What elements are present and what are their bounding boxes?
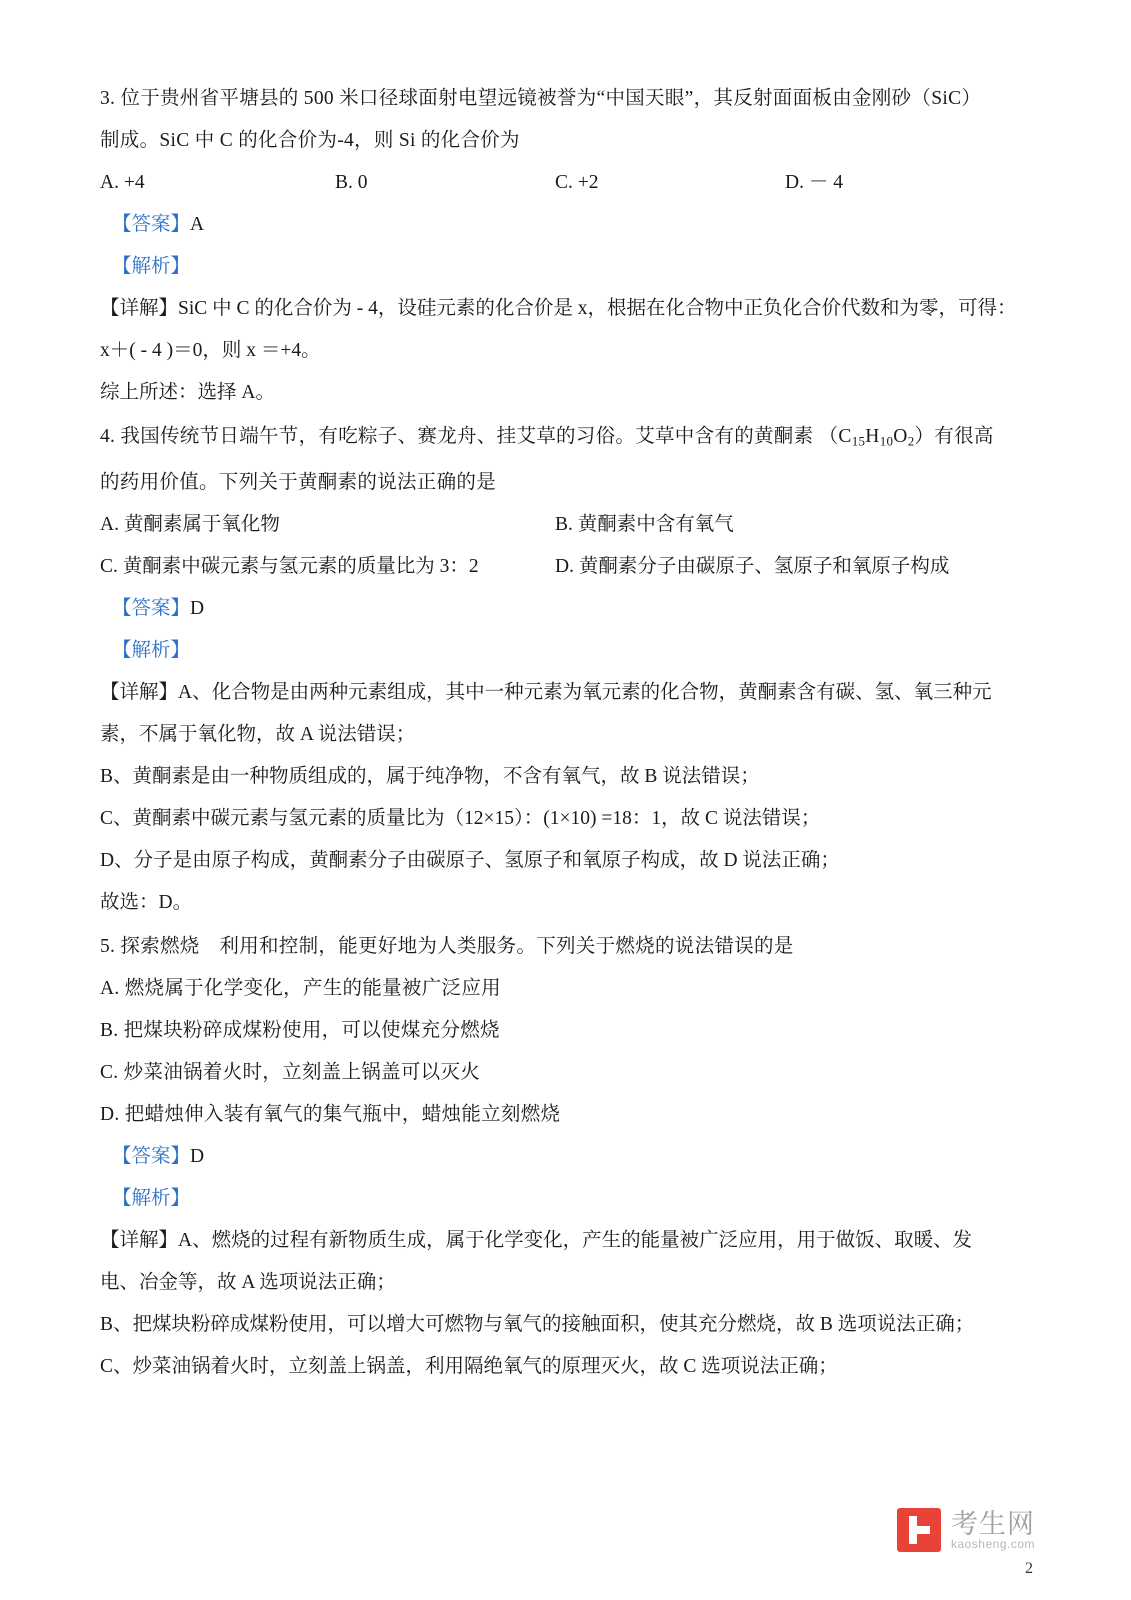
watermark-logo-icon bbox=[897, 1508, 941, 1552]
detail-line: x＋( - 4 )＝0，则 x ＝+4。 bbox=[100, 340, 321, 361]
watermark-text bbox=[951, 1510, 1035, 1551]
detail-line: B、黄酮素是由一种物质组成的，属于纯净物，不含有氧气，故 B 说法错误； bbox=[100, 766, 760, 788]
site-watermark bbox=[897, 1508, 1035, 1552]
answer-value: D bbox=[190, 1146, 205, 1168]
answer-tag: 【答案】 bbox=[112, 1146, 191, 1168]
option-b: B. 把煤块粉碎成煤粉使用，可以使煤充分燃烧 bbox=[100, 1020, 500, 1042]
detail-line: 【详解】A、燃烧的过程有新物质生成，属于化学变化，产生的能量被广泛应用，用于做饭、取暖、发 bbox=[100, 1230, 973, 1252]
analysis-tag: 【解析】 bbox=[112, 256, 191, 277]
analysis-line bbox=[112, 1178, 1031, 1220]
detail-line: C、黄酮素中碳元素与氢元素的质量比为（12×15）：(1×10) =18：1，故 C 说法错误； bbox=[100, 808, 821, 830]
option-d: D. － 4 bbox=[785, 172, 843, 193]
detail-line: 故选：D。 bbox=[100, 892, 193, 914]
question-stem-line: 4. 我国传统节日端午节，有吃粽子、赛龙舟、挂艾草的习俗。艾草中含有的黄酮素 $(C_{15}H_{10}O_2)$有很高 bbox=[100, 426, 994, 449]
question-stem-line: 5. 探索燃烧 利用和控制，能更好地为人类服务。下列关于燃烧的说法错误的是 bbox=[100, 936, 794, 958]
answer-line bbox=[112, 588, 1031, 630]
question-stem-line: 3. 位于贵州省平塘县的 500 米口径球面射电望远镜被誉为“中国天眼”，其反射面面板由金刚砂（SiC） bbox=[100, 88, 982, 109]
option-b: B. 0 bbox=[335, 172, 368, 193]
page-number: 2 bbox=[1025, 1560, 1033, 1577]
question-block-5 bbox=[100, 926, 1031, 1388]
detail-line: B、把煤块粉碎成煤粉使用，可以增大可燃物与氧气的接触面积，使其充分燃烧，故 B 选项说法正确； bbox=[100, 1314, 975, 1336]
detail-line: 【详解】A、化合物是由两种元素组成，其中一种元素为氧元素的化合物，黄酮素含有碳、氢、氧三种元 bbox=[100, 682, 992, 704]
answer-value: A bbox=[190, 214, 205, 235]
answer-value: D bbox=[190, 598, 205, 620]
question-stem-line: 制成。SiC 中 C 的化合价为-4，则 Si 的化合价为 bbox=[100, 130, 520, 151]
formula-sub: 15 bbox=[851, 433, 866, 449]
answer-line bbox=[112, 1136, 1031, 1178]
analysis-line bbox=[112, 630, 1031, 672]
analysis-tag: 【解析】 bbox=[112, 1188, 191, 1210]
detail-line: 综上所述：选择 A。 bbox=[100, 382, 275, 403]
option-c: C. 黄酮素中碳元素与氢元素的质量比为 3：2 bbox=[100, 556, 479, 578]
detail-line: 电、冶金等，故 A 选项说法正确； bbox=[100, 1272, 396, 1294]
question-stem-line: 的药用价值。下列关于黄酮素的说法正确的是 bbox=[100, 472, 497, 494]
option-a: A. +4 bbox=[100, 172, 145, 193]
formula-sub: 2 bbox=[907, 433, 915, 449]
formula-sub: 10 bbox=[879, 433, 894, 449]
detail-line: 【详解】SiC 中 C 的化合价为 - 4，设硅元素的化合价是 x，根据在化合物中正负化合价代数和为零，可得： bbox=[100, 298, 1017, 319]
answer-line bbox=[112, 204, 1031, 246]
watermark-name: 考生网 bbox=[950, 1508, 1035, 1539]
option-b: B. 黄酮素中含有氧气 bbox=[555, 514, 734, 536]
option-a: A. 黄酮素属于氧化物 bbox=[100, 514, 280, 536]
detail-line: D、分子是由原子构成，黄酮素分子由碳原子、氢原子和氧原子构成，故 D 说法正确； bbox=[100, 850, 840, 872]
option-c: C. 炒菜油锅着火时，立刻盖上锅盖可以灭火 bbox=[100, 1062, 481, 1084]
detail-line: C、炒菜油锅着火时，立刻盖上锅盖，利用隔绝氧气的原理灭火，故 C 选项说法正确； bbox=[100, 1356, 838, 1378]
option-a: A. 燃烧属于化学变化，产生的能量被广泛应用 bbox=[100, 978, 501, 1000]
question-block-4 bbox=[100, 416, 1031, 924]
analysis-tag: 【解析】 bbox=[112, 640, 191, 662]
option-c: C. +2 bbox=[555, 172, 599, 193]
answer-tag: 【答案】 bbox=[112, 214, 191, 235]
question-block-3 bbox=[100, 78, 1031, 414]
options-row bbox=[100, 546, 1031, 588]
option-d: D. 黄酮素分子由碳原子、氢原子和氧原子构成 bbox=[555, 556, 950, 578]
watermark-domain: kaosheng.com bbox=[950, 1536, 1035, 1551]
detail-line: 素，不属于氧化物，故 A 说法错误； bbox=[100, 724, 416, 746]
analysis-line bbox=[112, 246, 1031, 288]
options-row bbox=[100, 504, 1031, 546]
options-row bbox=[100, 162, 1031, 204]
answer-tag: 【答案】 bbox=[112, 598, 191, 620]
option-d: D. 把蜡烛伸入装有氧气的集气瓶中，蜡烛能立刻燃烧 bbox=[100, 1104, 561, 1126]
